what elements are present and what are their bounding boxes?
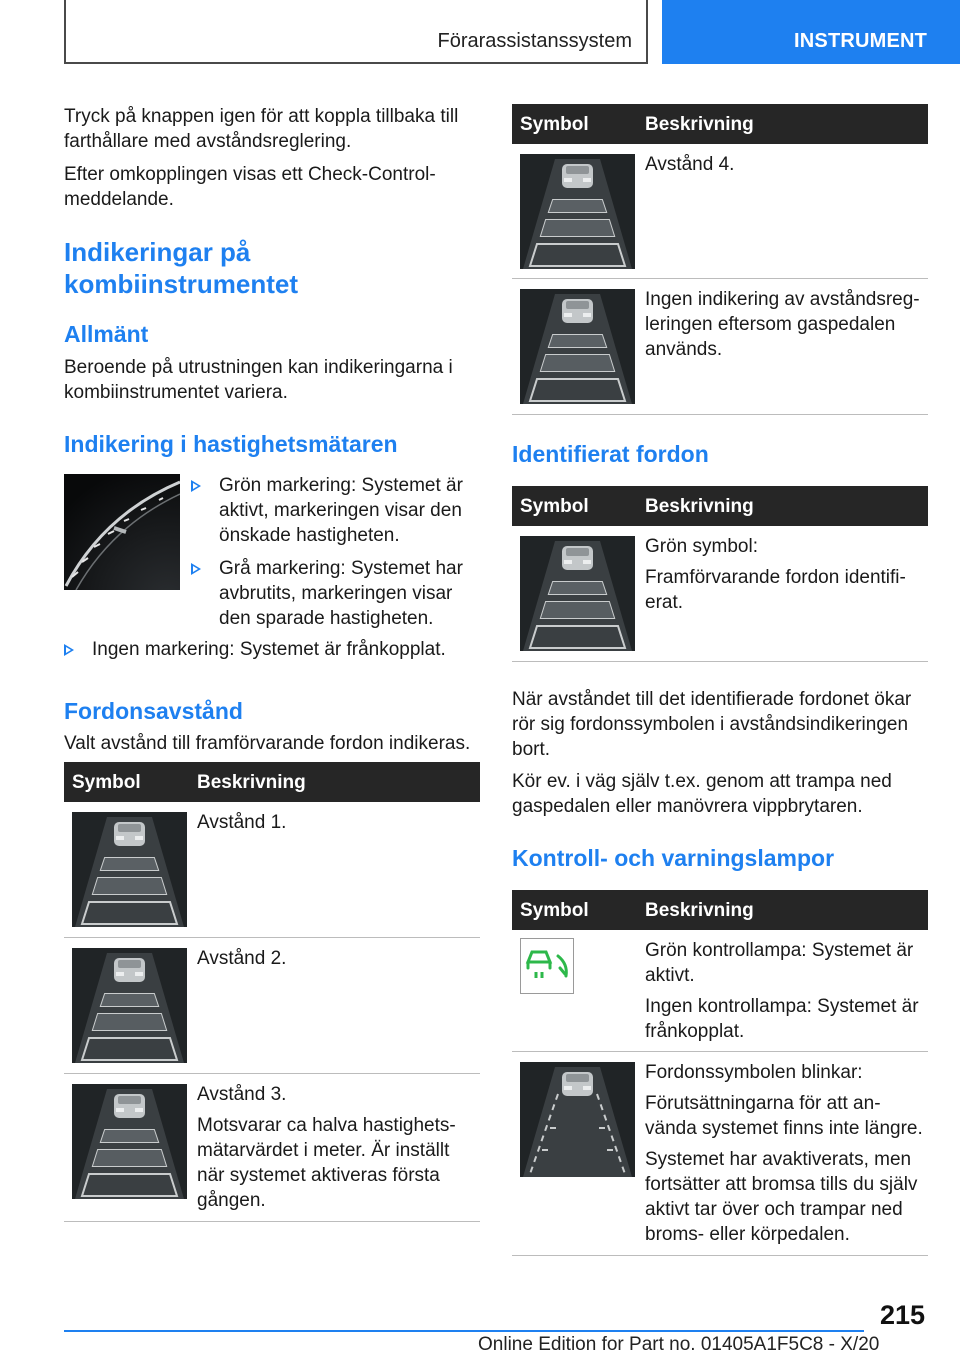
identified-heading: Identifierat fordon <box>512 441 709 467</box>
bullet-item <box>191 556 480 631</box>
intro-paragraph-1: Tryck på knappen igen för att koppla tillbaka till farthållare med avståndsreglering. <box>64 106 459 152</box>
distance-text: Valt avstånd till framförvarande fordon indikeras. <box>64 733 471 754</box>
column-symbol: Symbol <box>520 900 589 921</box>
table-header <box>512 486 928 526</box>
bullet-text: Grå markering: Systemet har avbrutits, markeringen visar den sparade hastigheten. <box>219 558 463 629</box>
desc-text: Framförvarande fordon identifi-erat. <box>645 567 906 613</box>
speedo-heading: Indikering i hastighetsmätaren <box>64 431 398 457</box>
table-row <box>64 1074 480 1222</box>
desc-text: Ingen indikering av avståndsreg-leringen eftersom gaspedalen används. <box>645 289 920 360</box>
desc-text: Avstånd 2. <box>197 948 287 969</box>
main-heading <box>64 236 480 300</box>
identified-table <box>512 486 928 662</box>
footer-rule <box>64 1330 864 1332</box>
distance-4-symbol-icon <box>520 154 635 269</box>
column-description: Beskrivning <box>197 772 306 793</box>
speedometer-image <box>64 474 180 590</box>
distance-1-symbol-icon <box>72 812 187 927</box>
distance-heading: Fordonsavstånd <box>64 698 243 724</box>
bullet-text: Ingen markering: Systemet är frånkopplat. <box>92 639 446 660</box>
after-paragraph-2: Kör ev. i väg själv t.ex. genom att trampa ned gaspedalen eller manövrera vippbrytaren. <box>512 771 892 817</box>
desc-text: Förutsättningarna för att an-vända systemet finns inte längre. <box>645 1093 923 1139</box>
row-description <box>645 287 928 368</box>
chapter-tab[interactable]: INSTRUMENT <box>662 0 960 64</box>
bullet-triangle-icon <box>64 644 74 656</box>
table-header <box>512 104 928 144</box>
section-title: Förarassistanssystem <box>437 30 632 52</box>
intro-paragraph-2: Efter omkopplingen visas ett Check-Control-meddelande. <box>64 164 436 210</box>
column-symbol: Symbol <box>520 496 589 517</box>
table-row <box>512 930 928 1052</box>
table-header <box>64 762 480 802</box>
blinking-vehicle-symbol-icon <box>520 1062 635 1177</box>
after-paragraph-1: När avståndet till det identifierade fordonet ökar rör sig fordonssymbolen i avståndsindikeringen bort. <box>512 689 912 760</box>
no-distance-symbol-icon <box>520 289 635 404</box>
row-description <box>645 534 928 621</box>
distance-table <box>64 762 480 1222</box>
row-description <box>645 938 928 1050</box>
distance-3-symbol-icon <box>72 1084 187 1199</box>
desc-text: Motsvarar ca halva hastighets-mätarvärdet i meter. Är inställt när systemet aktiveras första gången. <box>197 1115 456 1211</box>
column-symbol: Symbol <box>520 114 589 135</box>
table-row <box>512 144 928 279</box>
edition-footer: Online Edition for Part no. 01405A1F5C8 - X/20 <box>478 1334 880 1355</box>
desc-text: Grön symbol: <box>645 536 758 557</box>
column-description: Beskrivning <box>645 496 754 517</box>
bullet-text: Grön markering: Systemet är aktivt, markeringen visar den önskade hastigheten. <box>219 475 463 546</box>
column-description: Beskrivning <box>645 900 754 921</box>
row-description <box>197 946 480 977</box>
identified-vehicle-symbol-icon <box>520 536 635 651</box>
row-description <box>197 1082 480 1219</box>
desc-text: Avstånd 4. <box>645 154 735 175</box>
acc-indicator-lamp-icon <box>520 938 574 994</box>
column-symbol: Symbol <box>72 772 141 793</box>
general-text: Beroende på utrustningen kan indikeringarna i kombiinstrumentet variera. <box>64 357 453 403</box>
distance-2-symbol-icon <box>72 948 187 1063</box>
main-heading-line-1: Indikeringar på <box>64 237 251 267</box>
bullet-item <box>64 637 508 662</box>
row-description <box>197 810 480 841</box>
header-section-box <box>64 0 648 64</box>
page-number: 215 <box>880 1300 926 1330</box>
table-row <box>512 279 928 415</box>
bullet-triangle-icon <box>191 563 201 575</box>
main-heading-line-2: kombiinstrumentet <box>64 269 299 299</box>
desc-text: Systemet har avaktiverats, men fortsätter att bromsa tills du själv aktivt tar över och trampar ned broms- eller körpedalen. <box>645 1149 918 1245</box>
desc-text: Fordonssymbolen blinkar: <box>645 1062 863 1083</box>
desc-text: Avstånd 3. <box>197 1084 287 1105</box>
distance-table-continued <box>512 104 928 415</box>
desc-text: Ingen kontrollampa: Systemet är frånkopplat. <box>645 996 919 1042</box>
lamps-heading: Kontroll- och varningslampor <box>512 845 835 871</box>
row-description <box>645 152 928 183</box>
desc-text: Avstånd 1. <box>197 812 287 833</box>
table-row <box>64 802 480 938</box>
speedo-bullet-list-a <box>191 473 480 631</box>
table-row <box>64 938 480 1074</box>
column-description: Beskrivning <box>645 114 754 135</box>
row-description <box>645 1060 928 1253</box>
table-row <box>512 526 928 662</box>
bullet-item <box>191 473 480 548</box>
lamps-table <box>512 890 928 1256</box>
table-header <box>512 890 928 930</box>
table-row <box>512 1052 928 1256</box>
general-heading: Allmänt <box>64 321 149 347</box>
bullet-triangle-icon <box>191 480 201 492</box>
desc-text: Grön kontrollampa: Systemet är aktivt. <box>645 940 914 986</box>
